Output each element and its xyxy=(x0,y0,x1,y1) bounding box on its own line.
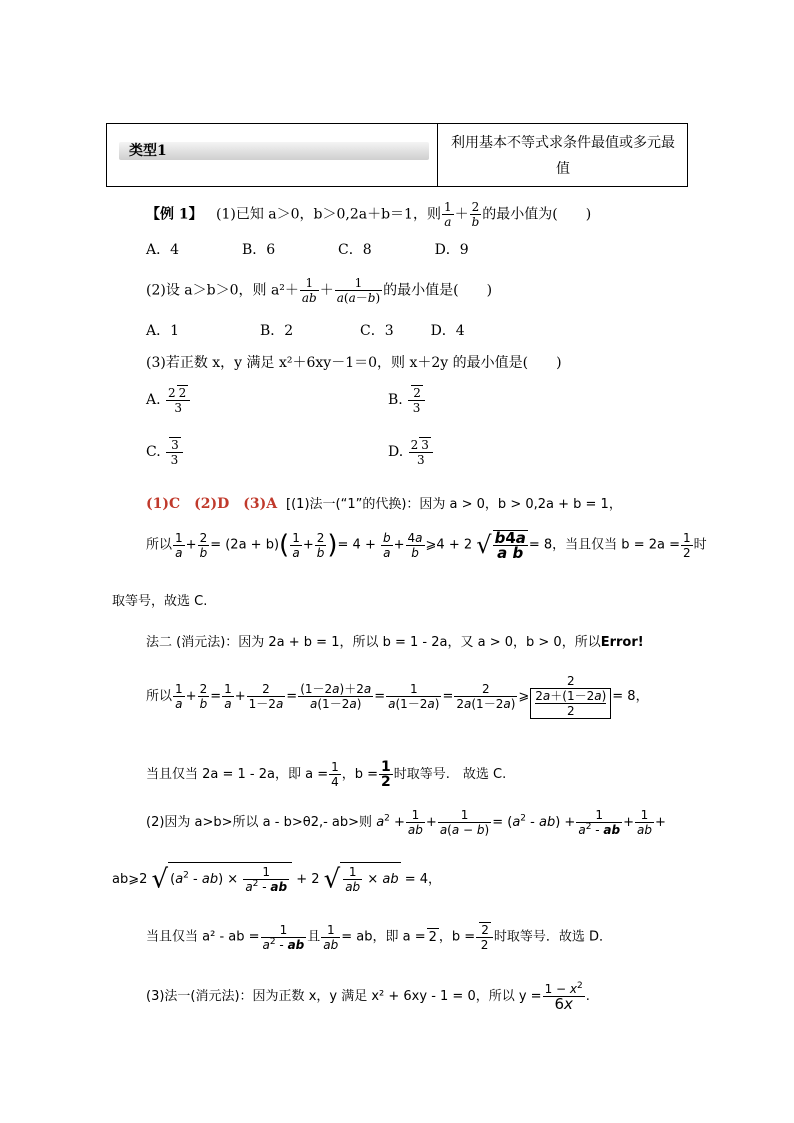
solution-1-intro: [(1)法一(“1”的代换)：因为 a > 0，b > 0,2a + b = 1， xyxy=(286,497,622,512)
q3-option-b: B. $\frac{2}{3}$ xyxy=(388,385,426,415)
example-question-3: (3)若正数 x，y 满足 x²＋6xy－1＝0，则 x＋2y 的最小值是( ) xyxy=(146,355,562,371)
q1-options xyxy=(146,241,469,259)
table-divider xyxy=(437,124,438,186)
type-header-table xyxy=(106,123,688,187)
solution-2-intro: 法二 (消元法)：因为 2a + b = 1，所以 b = 1 - 2a，又 a > 0，b > 0，所以Error! xyxy=(146,635,644,650)
q3-option-a: A. $\frac{2 2}{3}$ xyxy=(146,385,191,415)
q2-option-a: A．1 xyxy=(146,323,180,339)
solution-2-derivation: 所以 $\frac{1}{a}$ + $\frac{2}{b}$ = $\frac{1}{a}$ + $\frac{2}{1-2a}$ = $\frac{(1-2a)+2a}{a(1-2a)}$ = $\frac{1}{a(1-2a)}$ = $\frac{2}{2a(1-2a)}$ ⩾ 2 2a＋(1－2a) 2 = 8， xyxy=(146,674,649,718)
example-question-2: (2)设 a＞b＞0，则 a²＋ $\frac{1}{ab}$ ＋ $\frac{1}{a(a-b)}$ 的最小值是( ) xyxy=(146,276,493,305)
q1-option-c: C．8 xyxy=(338,242,372,258)
q3-option-c: C. $\frac{3}{3}$ xyxy=(146,437,184,467)
part-3-line-1: (3)法一(消元法)：因为正数 x，y 满足 x² + 6xy - 1 = 0，所以 y = $\frac{1 - x^2}{6x}$ . xyxy=(146,981,590,1013)
q2-text: (2)设 a＞b＞0，则 a²＋ xyxy=(146,282,299,299)
solution-intro xyxy=(146,495,622,514)
q2-option-b: B．2 xyxy=(259,323,294,339)
q1-option-a: A．4 xyxy=(146,242,180,258)
q1-text: (1)已知 a＞0，b＞0,2a＋b＝1，则 xyxy=(215,206,441,223)
q3-option-d: D. $\frac{2 3}{3}$ xyxy=(388,437,434,467)
answer-key: (1)C (2)D (3)A xyxy=(146,496,278,512)
type-label: 类型1 xyxy=(129,143,167,159)
solution-1-conclusion: 取等号，故选 C. xyxy=(112,594,208,609)
example-question-1: 【例 1】 (1)已知 a＞0，b＞0,2a＋b＝1，则 $\frac{1}{a}$ ＋ $\frac{2}{b}$ 的最小值为( ) xyxy=(146,200,592,229)
error-marker: Error! xyxy=(600,635,644,650)
q2-options xyxy=(146,322,465,340)
q1-option-b: B．6 xyxy=(241,242,276,258)
q2-option-c: C．3 xyxy=(360,323,394,339)
solution-2-conclusion: 当且仅当 2a = 1 - 2a，即 a = $\frac{1}{4}$ ，b = $\frac{1}{2}$ 时取等号. 故选 C. xyxy=(146,759,507,790)
part-2-conclusion: 当且仅当 a² - ab = $\frac{1}{a^2 - ab}$ 且 $\frac{1}{ab}$ = ab，即 a = 2 ，b = $\frac{2}{2}$ 时取等号．故选 D． xyxy=(146,922,612,952)
part-2-line-1: (2)因为 a>b>所以 a - b>θ2,- ab>则 $a^2$ + $\frac{1}{ab}$ + $\frac{1}{a(a - b)}$ = $(a^2 - ab)$ + $\frac{1}{a^2 - ab}$ + $\frac{1}{ab}$ + xyxy=(146,808,666,837)
q1-option-d: D．9 xyxy=(434,242,469,258)
example-label: 【例 1】 xyxy=(146,206,203,223)
type-title: 利用基本不等式求条件最值或多元最值 xyxy=(451,135,675,177)
q2-tail: 的最小值是( ) xyxy=(383,282,493,299)
solution-1-derivation: 所以 $\frac{1}{a}$ + $\frac{2}{b}$ = (2a + b)( $\frac{1}{a}$ + $\frac{2}{b}$ )= 4 + $\frac{b}{a}$ + $\frac{4a}{b}$ ⩾4 + 2 √ $\frac{b4a}{\text{a b}}$ = 8，当且仅当 b = 2a = $\frac{1}{2}$ 时 xyxy=(146,529,707,562)
part-2-line-2: ab⩾2 √ $(a^2 - ab)$ × $\frac{1}{a^2 - ab}$ + 2 √ $\frac{1}{ab}$ × ab = 4， xyxy=(112,862,441,896)
q2-option-d: D．4 xyxy=(430,323,465,339)
q1-tail: 的最小值为( ) xyxy=(482,206,592,223)
